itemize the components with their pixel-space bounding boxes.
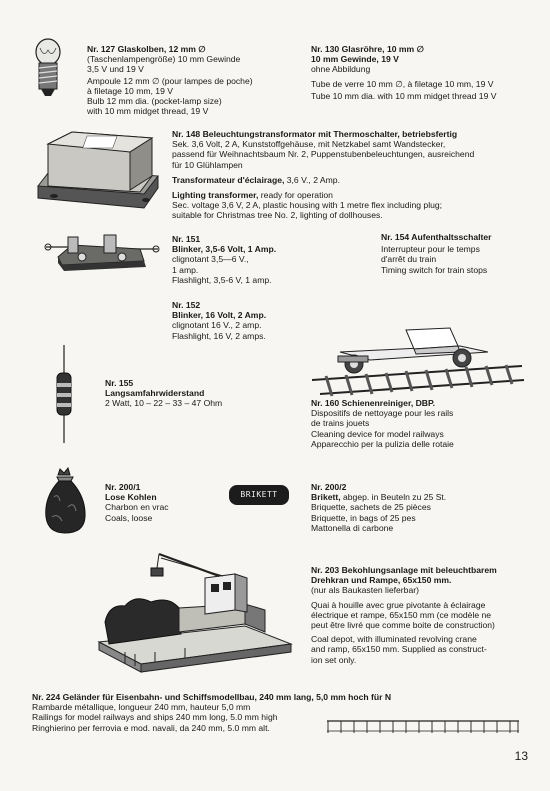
item-200-1-line: Coals, loose — [105, 512, 153, 523]
item-148-title: Nr. 148 Beleuchtungstransformator mit Thermoschalter, betriebsfertig — [172, 129, 458, 139]
item-224-title: Nr. 224 Geländer für Eisenbahn- und Schiffsmodellbau, 240 mm lang, 5,0 mm hoch für N — [32, 692, 392, 702]
item-160-line: Cleaning device for model railways — [311, 428, 444, 439]
item-160 — [311, 398, 531, 449]
item-152-title: Nr. 152 — [172, 300, 201, 310]
item-203 — [311, 565, 529, 665]
item-148-en-head: Lighting transformer, — [172, 190, 259, 201]
item-203-line: peut être livré que comme boite de construction) — [311, 620, 495, 631]
item-160-line: de trains jouets — [311, 418, 370, 429]
page-number: 13 — [514, 749, 528, 763]
item-148-line: passend für Weihnachtsbaum Nr. 2, Puppenstubenbeleuchtungen, ausreichend — [172, 149, 475, 160]
item-130-title2: 10 mm Gewinde, 19 V — [311, 54, 399, 65]
flasher-illustration — [44, 227, 160, 275]
item-155 — [105, 378, 295, 409]
item-154-line: Timing switch for train stops — [381, 264, 488, 275]
item-127 — [87, 44, 292, 116]
item-151-line: clignotant 3,5—6 V., — [172, 254, 249, 265]
item-200-2-line: Briquette, sachets de 25 pièces — [311, 502, 431, 513]
item-148-fr-rest: 3,6 V., 2 Amp. — [284, 174, 340, 185]
item-203-line: and ramp, 65x150 mm. Supplied as construct- — [311, 644, 487, 655]
item-130 — [311, 44, 536, 101]
item-160-line: Dispositifs de nettoyage pour les rails — [311, 408, 454, 419]
railing-illustration — [326, 718, 520, 734]
item-203-line: Quai à houille avec grue pivotante à éclairage — [311, 599, 486, 610]
transformer-illustration — [34, 128, 162, 210]
item-200-2-title2-rest: abgep. in Beuteln zu 25 St. — [340, 492, 447, 503]
item-203-title: Nr. 203 Bekohlungsanlage mit beleuchtbarem — [311, 565, 497, 575]
item-154-line: d'arrêt du train — [381, 254, 437, 265]
item-200-1-line: Charbon en vrac — [105, 502, 169, 513]
rail-cleaner-illustration — [310, 318, 525, 400]
item-127-line: with 10 mm midget thread, 19 V — [87, 106, 209, 117]
item-203-line: (nur als Baukasten lieferbar) — [311, 585, 419, 596]
resistor-illustration — [52, 343, 76, 445]
item-200-2-line: Mattonella di carbone — [311, 522, 394, 533]
item-160-title: Nr. 160 Schienenreiniger, DBP. — [311, 398, 436, 408]
item-203-title2: Drehkran und Rampe, 65x150 mm. — [311, 575, 452, 586]
item-154-line: Interrupteur pour le temps — [381, 244, 480, 255]
item-200-1-title: Nr. 200/1 — [105, 482, 141, 492]
item-203-line: ion set only. — [311, 654, 357, 665]
item-148-line: Sec. voltage 3,6 V, 2 A, plastic housing with 1 metre flex including plug; — [172, 200, 443, 211]
item-148 — [172, 129, 522, 221]
item-148-line: Sek. 3,6 Volt, 2 A, Kunststoffgehäuse, mit Netzkabel samt Wandstecker, — [172, 139, 446, 150]
item-130-title: Nr. 130 Glasröhre, 10 mm ∅ — [311, 44, 424, 54]
item-127-line: 3,5 V und 19 V — [87, 64, 144, 75]
item-127-line: à filetage 10 mm, 19 V — [87, 85, 173, 96]
item-151-title2: Blinker, 3,5-6 Volt, 1 Amp. — [172, 244, 277, 255]
item-224-line: Railings for model railways and ships 240 mm long, 5.0 mm high — [32, 712, 278, 723]
item-200-2-title: Nr. 200/2 — [311, 482, 347, 492]
item-224-line: Rambarde métallique, longueur 240 mm, hauteur 5,0 mm — [32, 702, 251, 713]
item-127-line: (Taschenlampengröße) 10 mm Gewinde — [87, 54, 241, 65]
item-200-1-title2: Lose Kohlen — [105, 492, 157, 503]
item-200-2 — [311, 482, 531, 533]
coal-bag-illustration — [40, 467, 90, 535]
item-155-title2: Langsamfahrwiderstand — [105, 388, 205, 399]
item-130-line: Tube 10 mm dia. with 10 mm midget thread 19 V — [311, 90, 497, 101]
item-200-2-line: Briquette, in bags of 25 pes — [311, 512, 416, 523]
briquette-illustration — [229, 485, 289, 505]
item-151-line: 1 amp. — [172, 264, 199, 275]
item-203-line: électrique et rampe, 65x150 mm (ce modèle ne — [311, 609, 492, 620]
item-224-line: Ringhierino per ferrovia e mod. navali, da 240 mm, 5.0 mm alt. — [32, 722, 270, 733]
item-154-title: Nr. 154 Aufenthaltsschalter — [381, 232, 492, 242]
item-130-line: ohne Abbildung — [311, 64, 371, 75]
item-148-line: suitable for Christmas tree No. 2, lighting of dollhouses. — [172, 210, 383, 221]
item-200-1 — [105, 482, 235, 523]
item-148-en-rest: ready for operation — [258, 190, 333, 201]
coal-depot-illustration — [95, 548, 295, 676]
briquette-label: BRIKETT — [240, 490, 278, 499]
bulb-illustration — [30, 38, 66, 100]
item-203-line: Coal depot, with illuminated revolving crane — [311, 634, 477, 645]
item-152-title2: Blinker, 16 Volt, 2 Amp. — [172, 310, 267, 321]
item-151-title: Nr. 151 — [172, 234, 201, 244]
item-152 — [172, 300, 332, 341]
item-148-fr-head: Transformateur d'éclairage, — [172, 174, 285, 185]
item-151-line: Flashlight, 3,5-6 V, 1 amp. — [172, 274, 272, 285]
item-127-line: Ampoule 12 mm ∅ (pour lampes de poche) — [87, 75, 253, 86]
item-154 — [381, 232, 531, 275]
item-155-line: 2 Watt, 10 – 22 – 33 – 47 Ohm — [105, 398, 223, 409]
item-152-line: Flashlight, 16 V, 2 amps. — [172, 330, 266, 341]
item-130-line: Tube de verre 10 mm ∅, à filetage 10 mm, 19 V — [311, 78, 494, 89]
item-152-line: clignotant 16 V., 2 amp. — [172, 320, 262, 331]
item-200-2-title2: Brikett, — [311, 492, 341, 503]
item-160-line: Apparecchio per la pulizia delle rotaie — [311, 438, 454, 449]
item-127-title: Nr. 127 Glaskolben, 12 mm ∅ — [87, 44, 206, 54]
item-155-title: Nr. 155 — [105, 378, 134, 388]
item-148-line: für 10 Glühlampen — [172, 159, 243, 170]
item-127-line: Bulb 12 mm dia. (pocket-lamp size) — [87, 96, 222, 107]
item-151 — [172, 234, 332, 285]
